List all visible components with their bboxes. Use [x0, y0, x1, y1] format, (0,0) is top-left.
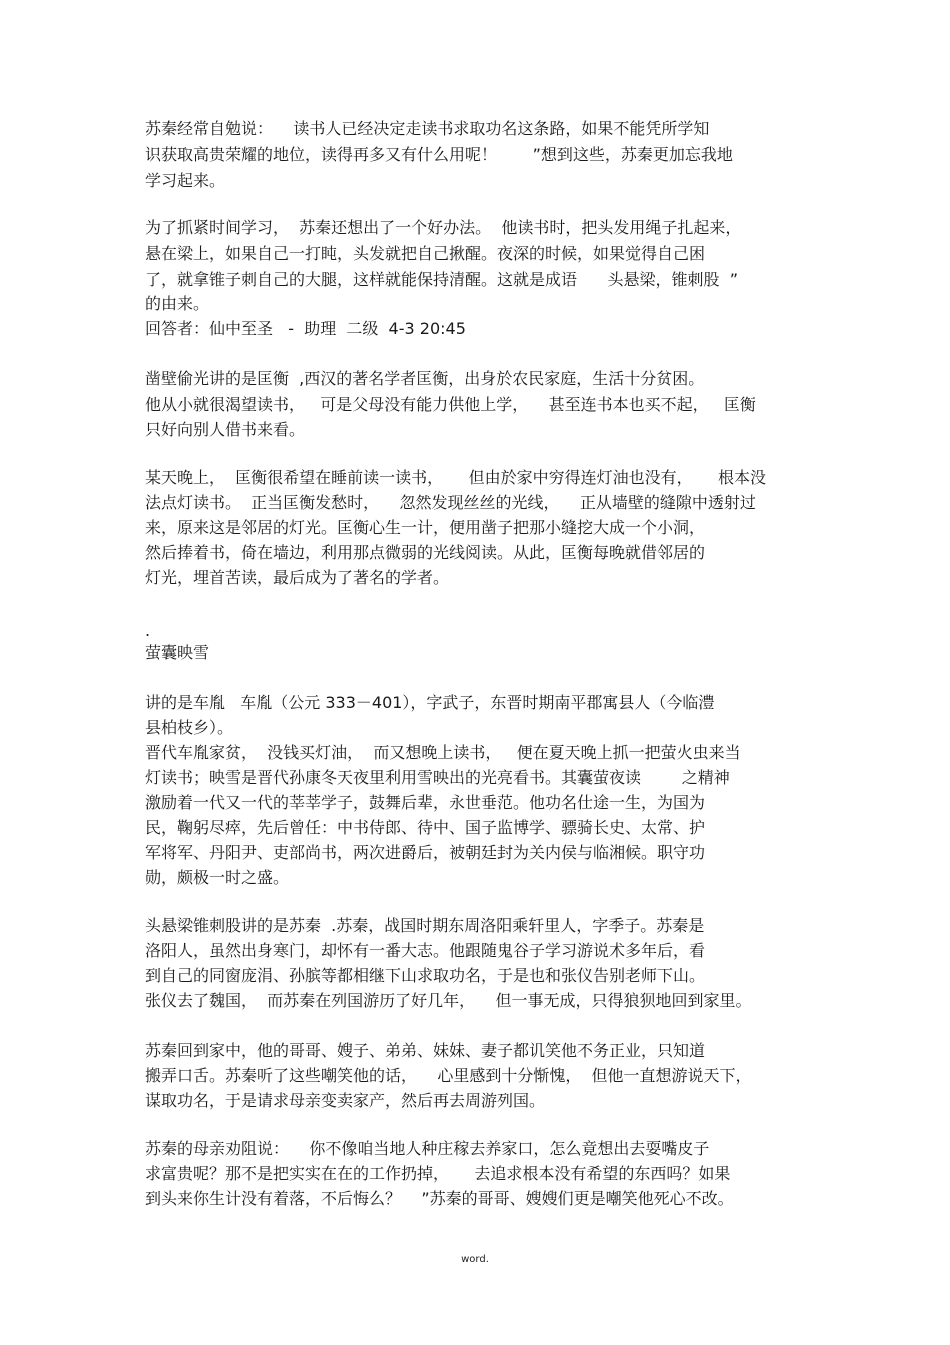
- text-line: 的由来。: [145, 294, 210, 313]
- text-line: 灯光，埋首苦读，最后成为了著名的学者。: [145, 568, 450, 587]
- text-line: 苏秦的母亲劝阻说： 你不像咱当地人种庄稼去养家口，怎么竟想出去耍嘴皮子: [145, 1139, 710, 1158]
- text-line: 灯读书；映雪是晋代孙康冬天夜里利用雪映出的光亮看书。其囊萤夜读 之精神: [145, 768, 730, 787]
- text-line: 悬在梁上，如果自己一打盹，头发就把自己揪醒。夜深的时候，如果觉得自己困: [145, 244, 706, 263]
- text-line: 晋代车胤家贫， 没钱买灯油， 而又想晚上读书， 便在夏天晚上抓一把萤火虫来当: [145, 743, 741, 762]
- text-line: 县柏枝乡）。: [145, 718, 234, 737]
- text-line: 他从小就很渴望读书， 可是父母没有能力供他上学， 甚至连书本也买不起， 匡衡: [145, 395, 756, 414]
- text-line: 求富贵呢？那不是把实实在在的工作扔掉， 去追求根本没有希望的东西吗？如果: [145, 1164, 731, 1183]
- text-line: 激励着一代又一代的莘莘学子，鼓舞后辈，永世垂范。他功名仕途一生，为国为: [145, 793, 706, 812]
- text-line: 来，原来这是邻居的灯光。匡衡心生一计，便用凿子把那小缝挖大成一个小洞，: [145, 518, 706, 537]
- text-line: 识获取高贵荣耀的地位，读得再多又有什么用呢！ ”想到这些，苏秦更加忘我地: [145, 145, 733, 164]
- text-line: 张仪去了魏国， 而苏秦在列国游历了好几年， 但一事无成，只得狼狈地回到家里。: [145, 991, 752, 1010]
- text-line: 了，就拿锥子刺自己的大腿，这样就能保持清醒。这就是成语 头悬梁，锥刺股 ”: [145, 270, 738, 289]
- text-line: 某天晚上， 匡衡很希望在睡前读一读书， 但由於家中穷得连灯油也没有， 根本没: [145, 468, 767, 487]
- text-line: 搬弄口舌。苏秦听了这些嘲笑他的话， 心里感到十分惭愧， 但他一直想游说天下，: [145, 1066, 752, 1085]
- text-line: 凿壁偷光讲的是匡衡 ,西汉的著名学者匡衡，出身於农民家庭，生活十分贫困。: [145, 369, 705, 388]
- text-line: .: [145, 621, 151, 640]
- text-line: 讲的是车胤 车胤（公元 333－401），字武子，东晋时期南平郡寓县人（今临澧: [145, 693, 715, 712]
- text-line: 勋，颇极一时之盛。: [145, 868, 290, 887]
- text-line: 法点灯读书。 正当匡衡发愁时， 忽然发现丝丝的光线， 正从墙壁的缝隙中透射过: [145, 493, 756, 512]
- text-line: 学习起来。: [145, 171, 226, 190]
- text-line: 谋取功名，于是请求母亲变卖家产，然后再去周游列国。: [145, 1091, 546, 1110]
- text-line: 民，鞠躬尽瘁，先后曾任：中书侍郎、待中、国子监博学、骠骑长史、太常、护: [145, 818, 706, 837]
- page-footer: word.: [461, 1254, 489, 1265]
- text-line: 头悬梁锥刺股讲的是苏秦 .苏秦，战国时期东周洛阳乘轩里人，字季子。苏秦是: [145, 916, 705, 935]
- text-line: 为了抓紧时间学习， 苏秦还想出了一个好办法。 他读书时，把头发用绳子扎起来，: [145, 218, 742, 237]
- text-line: 然后捧着书，倚在墙边，利用那点微弱的光线阅读。从此，匡衡每晚就借邻居的: [145, 543, 706, 562]
- text-line: 到自己的同窗庞涓、孙膑等都相继下山求取功名，于是也和张仪告别老师下山。: [145, 966, 706, 985]
- text-line: 苏秦经常自勉说： 读书人已经决定走读书求取功名这条路，如果不能凭所学知: [145, 119, 710, 138]
- text-line: 军将军、丹阳尹、吏部尚书，两次进爵后，被朝廷封为关内侯与临湘候。职守功: [145, 843, 706, 862]
- text-line: 到头来你生计没有着落，不后悔么？ ”苏秦的哥哥、嫂嫂们更是嘲笑他死心不改。: [145, 1189, 734, 1208]
- answerer-line: 回答者：仙中至圣 - 助理 二级 4-3 20:45: [145, 319, 466, 338]
- section-heading: 萤囊映雪: [145, 643, 210, 662]
- text-line: 苏秦回到家中，他的哥哥、嫂子、弟弟、妹妹、妻子都讥笑他不务正业，只知道: [145, 1041, 706, 1060]
- text-line: 洛阳人，虽然出身寒门，却怀有一番大志。他跟随鬼谷子学习游说术多年后，看: [145, 941, 706, 960]
- text-line: 只好向别人借书来看。: [145, 420, 306, 439]
